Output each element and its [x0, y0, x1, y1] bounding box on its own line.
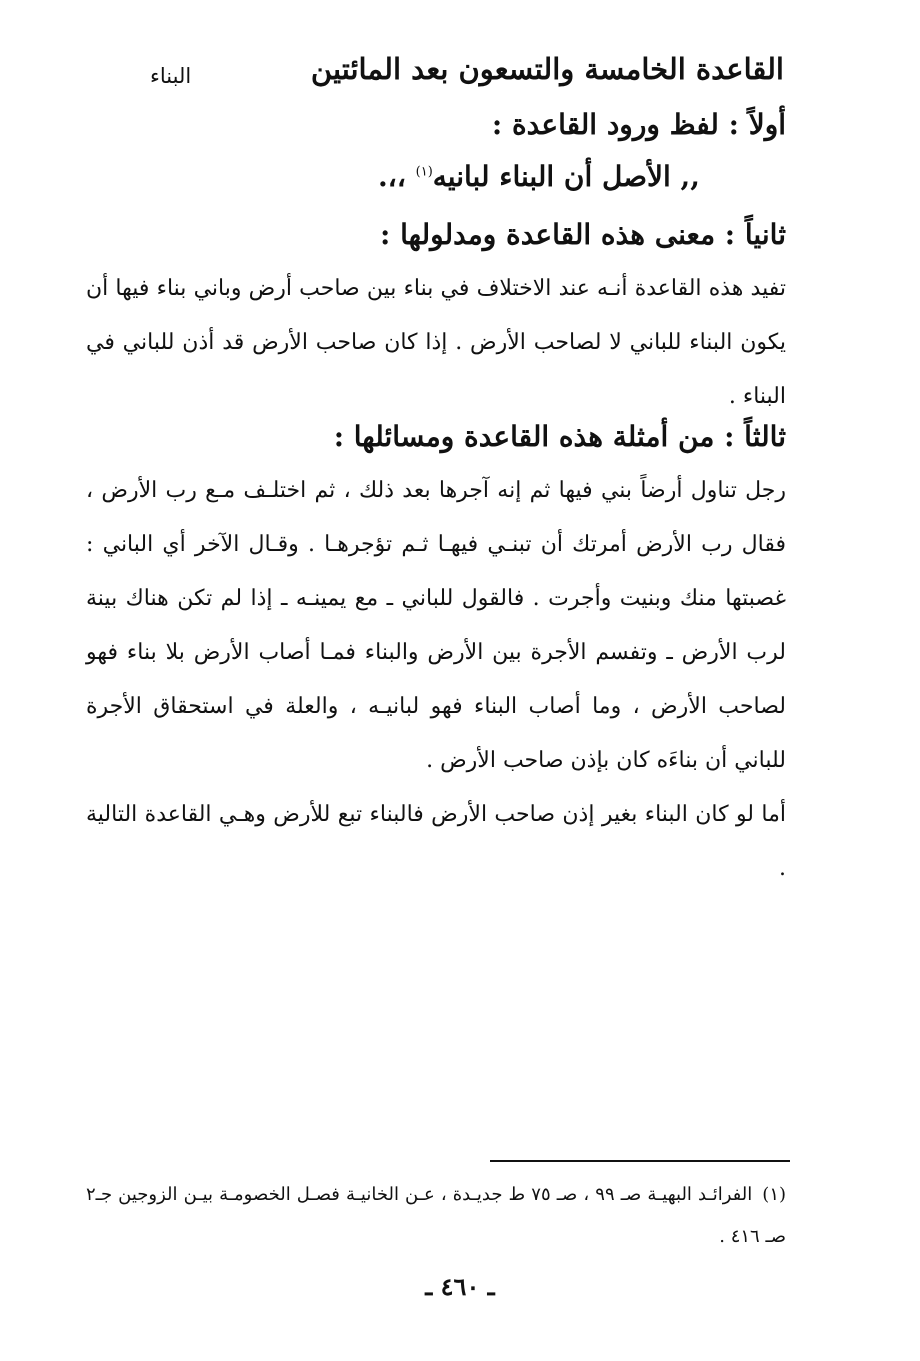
footnote-text: الفرائـد البهيـة صـ ٩٩ ، صـ ٧٥ ط جديـدة ، عـن الخانيـة فصـل الخصومـة بيـن الزوجين جـ٢ صـ ٤١٦ .	[86, 1184, 786, 1247]
rule-closing-quote: ،،.	[378, 160, 416, 193]
footnote-reference: (١)	[415, 164, 433, 180]
footnote-marker: (١)	[762, 1184, 787, 1205]
meaning-paragraph: تفيد هذه القاعدة أنـه عند الاختلاف في بناء بين صاحب أرض وباني بناء فيها أن يكون البناء للباني لا لصاحب الأرض . إذا كان صاحب الأرض قد أذن للباني في البناء .	[86, 276, 786, 409]
footnote-divider	[490, 1160, 790, 1162]
chapter-title: القاعدة الخامسة والتسعون بعد المائتين	[310, 52, 784, 86]
rule-text: ,, الأصل أن البناء لبانيه	[432, 160, 700, 193]
closing-paragraph: أما لو كان البناء بغير إذن صاحب الأرض فالبناء تبع للأرض وهـي القاعدة التالية .	[86, 802, 786, 881]
rule-statement	[378, 160, 700, 193]
page-number: ـ ٤٦٠ ـ	[425, 1272, 495, 1301]
running-header: البناء	[150, 64, 192, 88]
section-heading-examples: ثالثاً : من أمثلة هذه القاعدة ومسائلها :	[333, 420, 786, 453]
example-paragraph: رجل تناول أرضاً بني فيها ثم إنه آجرها بعد ذلك ، ثم اختلـف مـع رب الأرض ، فقال رب الأرض أمرتك أن تبنـي فيهـا ثـم تؤجرهـا . وقـال الآخر أي الباني : غصبتها منك وبنيت وأجرت . فالقول للباني ـ مع يمينـه ـ إذا لم تكن هناك بينة لرب الأرض ـ وتفسم الأجرة بين الأرض والبناء فمـا أصاب الأرض بلا بناء فهو لصاحب الأرض ، وما أصاب البناء فهو لبانيـه ، والعلة في استحقاق الأجرة للباني أن بناءَه كان بإذن صاحب الأرض .	[86, 478, 786, 773]
section-heading-meaning: ثانياً : معنى هذه القاعدة ومدلولها :	[380, 218, 786, 251]
section-heading-wording: أولاً : لفظ ورود القاعدة :	[491, 108, 786, 141]
footnote	[86, 1174, 786, 1258]
